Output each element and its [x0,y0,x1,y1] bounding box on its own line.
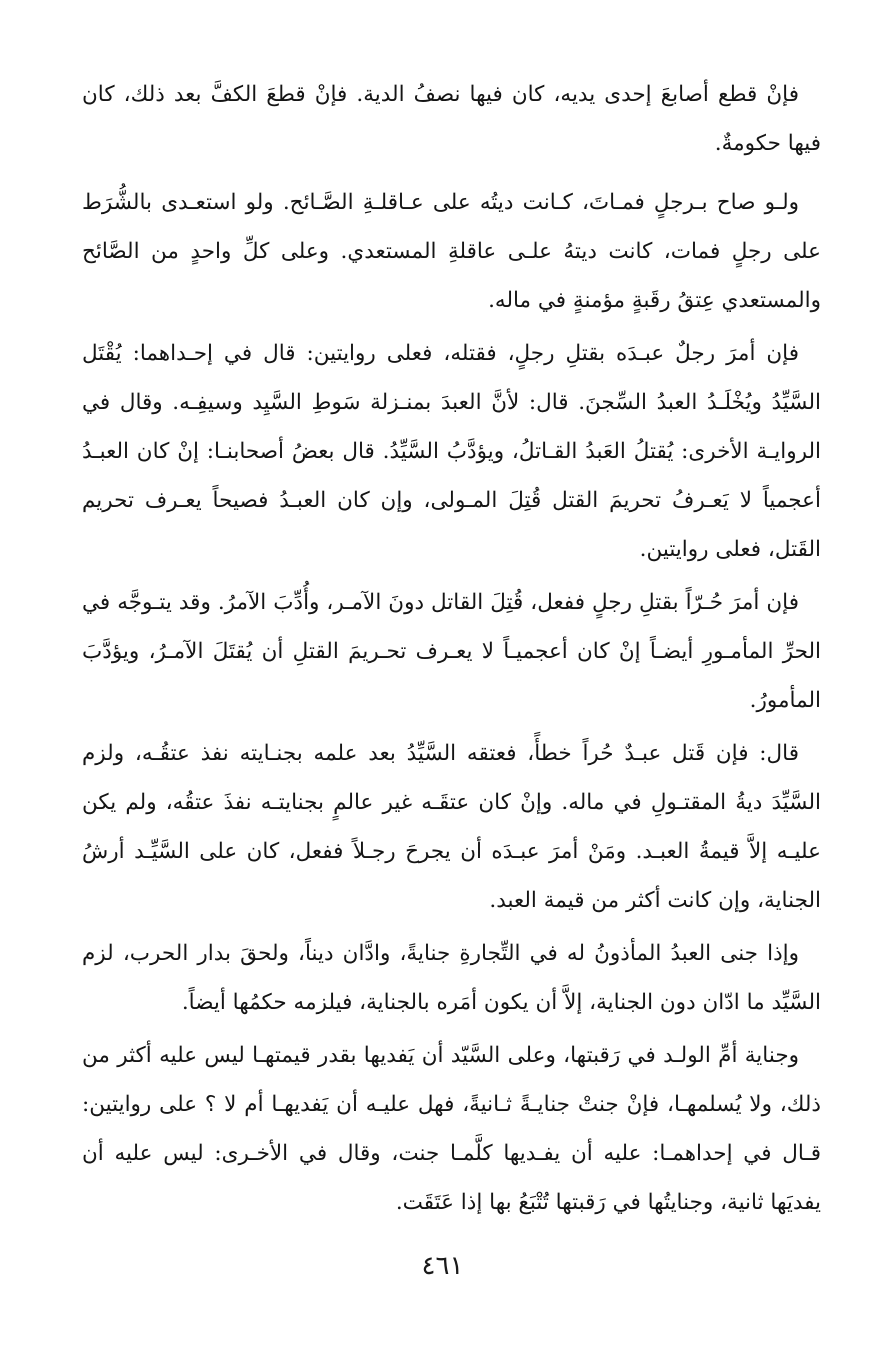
paragraph-6: وإذا جنى العبدُ المأذونُ له في التِّجارةِ جنايةً، وادَّان ديناً، ولحقَ بدار الحرب، لزم السَّيِّد ما ادّان دون الجناية، إلاَّ أن يكون أمَره بالجناية، فيلزمه حكمُها أيضاً. [82,941,821,1015]
page-body [82,70,821,1227]
paragraph-3: فإن أمرَ رجلٌ عبـدَه بقتلِ رجلٍ، فقتله، فعلى روايتين: قال في إحـداهما: يُقْتَل السَّيِّدُ ويُخْلَـدُ العبدُ السِّجنَ. قال: لأنَّ العبدَ بمنـزلة سَوطِ السَّيِد وسيفِـه. وقال في الروايـة الأخرى: يُقتلُ العَبدُ القـاتلُ، ويؤدَّبُ السَّيِّدُ. قال بعضُ أصحابنـا: إنْ كان العبـدُ أعجمياً لا يَعـرفُ تحريمَ القتل قُتِلَ المـولى، وإن كان العبـدُ فصيحاً يعـرف تحريم القَتل، فعلى روايتين. [82,341,821,562]
paragraph-2: ولـو صاح بـرجلٍ فمـاتَ، كـانت ديتُه على عـاقلـةِ الصَّـائح. ولو استعـدى بالشُّرَط على رجلٍ فمات، كانت ديتهُ علـى عاقلةِ المستعدي. وعلى كلِّ واحدٍ من الصَّائح والمستعدي عِتقُ رقَبةٍ مؤمنةٍ في ماله. [82,190,821,313]
paragraph-7: وجناية أمِّ الولـد في رَقبتها، وعلى السَّيّد أن يَفديها بقدر قيمتهـا ليس عليه أكثر من ذلك، ولا يُسلمهـا، فإنْ جنتْ جنايـةً ثـانيةً، فهل عليـه أن يَفديهـا أم لا ؟ على روايتين: قـال في إحداهمـا: عليه أن يفـديها كلَّمـا جنت، وقال في الأخـرى: ليس عليه أن يفديَها ثانية، وجنايتُها في رَقبتها تُتْبَعُ بها إذا عَتَقَت. [82,1043,821,1215]
paragraph-4: فإن أمرَ حُـرّاً بقتلِ رجلٍ ففعل، قُتِلَ القاتل دونَ الآمـر، وأُدِّبَ الآمرُ. وقد يتـوجَّه في الحرِّ المأمـورِ أيضـاً إنْ كان أعجميـاً لا يعـرف تحـريمَ القتلِ أن يُقتَلَ الآمـرُ، ويؤدَّبَ المأمورُ. [82,590,821,713]
page-number: ٤٦١ [421,1251,464,1281]
paragraph-1: فإنْ قطع أصابعَ إحدى يديه، كان فيها نصفُ الدية. فإنْ قطعَ الكفَّ بعد ذلك، كان فيها حكومةٌ. [82,82,821,156]
paragraph-5: قال: فإن قَتل عبـدٌ حُراً خطأً، فعتقه السَّيِّدُ بعد علمه بجنـايته نفذ عتقُـه، ولزم السَّيِّدَ ديةُ المقتـولِ في ماله. وإنْ كان عتقَـه غير عالمٍ بجنايتـه نفذَ عتقُه، ولم يكن عليـه إلاَّ قيمةُ العبـد. ومَنْ أمرَ عبـدَه أن يجرحَ رجـلاً ففعل، كان على السَّيِّـد أرشُ الجناية، وإن كانت أكثر من قيمة العبد. [82,741,821,913]
